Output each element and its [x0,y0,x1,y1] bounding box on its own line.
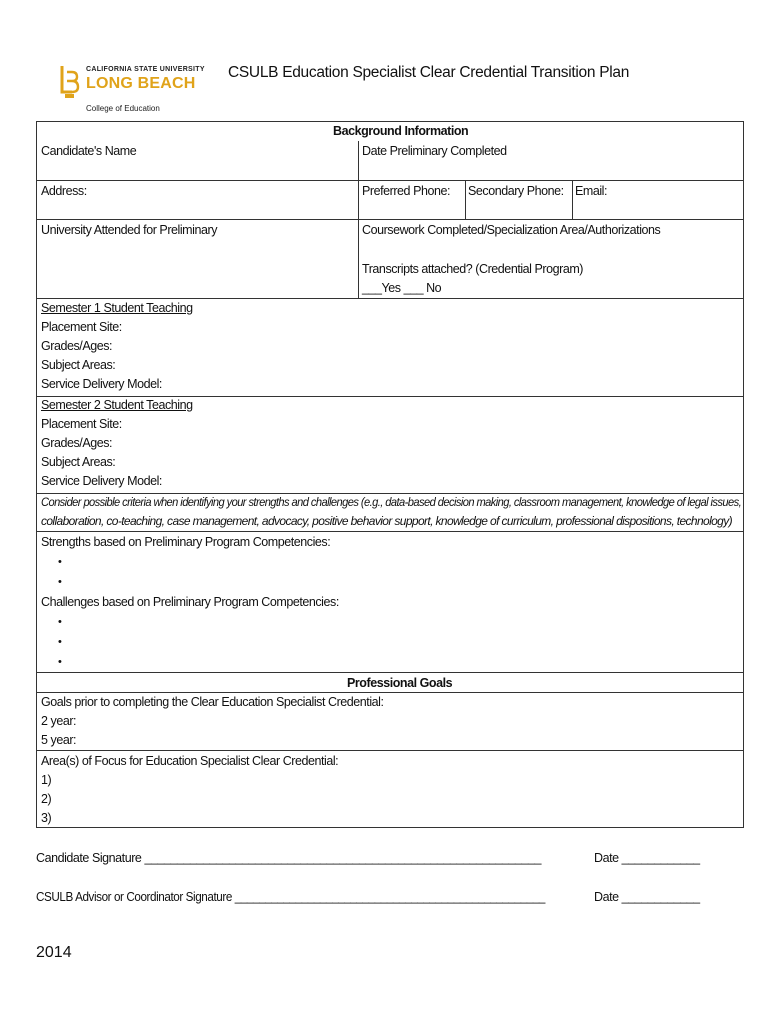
semester2-placement[interactable]: Placement Site: [41,417,122,431]
semester2-subjects[interactable]: Subject Areas: [41,455,116,469]
row-divider [37,219,743,220]
criteria-line1: Consider possible criteria when identifying your strengths and challenges (e.g., data-based decision making, classroom management, knowledge of legal issues, [41,495,742,509]
preferred-phone-field[interactable]: Preferred Phone: [362,184,450,198]
advisor-signature-line[interactable]: CSULB Advisor or Coordinator Signature ___________________________________________________ [36,890,546,904]
focus-item-2[interactable]: 2) [41,792,52,806]
row-divider [37,180,743,181]
transcripts-options[interactable]: ___Yes ___ No [362,281,442,295]
professional-goals-heading: Professional Goals [347,676,453,690]
coursework-field[interactable]: Coursework Completed/Specialization Area/Authorizations [362,223,661,237]
logo-college: College of Education [86,104,160,113]
logo-campus: LONG BEACH [86,75,196,92]
semester1-heading: Semester 1 Student Teaching [41,301,193,315]
semester1-placement[interactable]: Placement Site: [41,320,122,334]
university-field[interactable]: University Attended for Preliminary [41,223,217,237]
row-divider [37,750,743,751]
csulb-logo [58,64,205,116]
document-year: 2014 [36,944,72,961]
candidate-signature-line[interactable]: Candidate Signature _____________________________________________________________ [36,851,542,865]
strengths-label: Strengths based on Preliminary Program Competencies: [41,535,331,549]
candidate-name-field[interactable]: Candidate's Name [41,144,137,158]
challenge-bullet[interactable]: • [58,636,62,648]
semester2-service[interactable]: Service Delivery Model: [41,474,162,488]
challenges-label: Challenges based on Preliminary Program Competencies: [41,595,339,609]
email-field[interactable]: Email: [575,184,608,198]
goals-prior-label: Goals prior to completing the Clear Education Specialist Credential: [41,695,384,709]
background-heading: Background Information [333,124,469,138]
row-divider [37,531,743,532]
row-divider [37,672,743,673]
date-preliminary-field[interactable]: Date Preliminary Completed [362,144,507,158]
strength-bullet[interactable]: • [58,556,62,568]
logo-university: CALIFORNIA STATE UNIVERSITY [86,66,205,73]
criteria-line2: collaboration, co-teaching, case management, advocacy, positive behavior support, knowledge of curriculum, professional dispositions, technology) [41,514,732,528]
transcripts-label: Transcripts attached? (Credential Program) [362,262,584,276]
transition-plan-form [36,121,744,828]
semester1-subjects[interactable]: Subject Areas: [41,358,116,372]
document-title: CSULB Education Specialist Clear Credential Transition Plan [228,64,630,81]
lb-monogram-icon [58,64,80,100]
goals-two-year[interactable]: 2 year: [41,714,77,728]
column-divider [572,180,573,219]
semester2-grades[interactable]: Grades/Ages: [41,436,113,450]
focus-item-1[interactable]: 1) [41,773,52,787]
column-divider [358,141,359,298]
focus-label: Area(s) of Focus for Education Specialist Clear Credential: [41,754,339,768]
goals-five-year[interactable]: 5 year: [41,733,77,747]
semester1-grades[interactable]: Grades/Ages: [41,339,113,353]
challenge-bullet[interactable]: • [58,616,62,628]
challenge-bullet[interactable]: • [58,656,62,668]
advisor-date-line[interactable]: Date ____________ [594,890,700,904]
semester1-service[interactable]: Service Delivery Model: [41,377,162,391]
strength-bullet[interactable]: • [58,576,62,588]
focus-item-3[interactable]: 3) [41,811,52,825]
semester2-heading: Semester 2 Student Teaching [41,398,193,412]
candidate-date-line[interactable]: Date ____________ [594,851,700,865]
secondary-phone-field[interactable]: Secondary Phone: [468,184,564,198]
column-divider [465,180,466,219]
address-field[interactable]: Address: [41,184,87,198]
